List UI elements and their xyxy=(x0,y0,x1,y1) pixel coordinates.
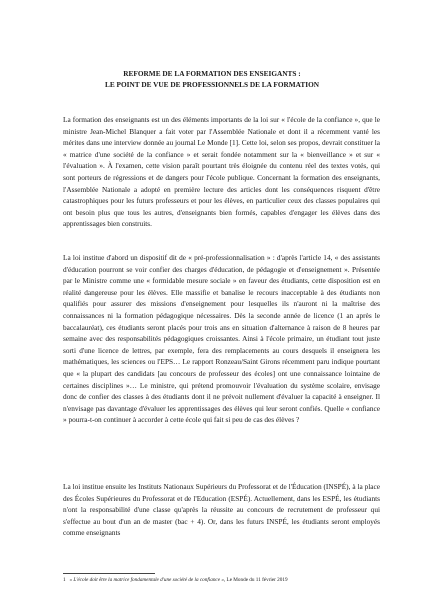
footnote-quote: « L'école doit être la matrice fondamentale d'une société de la confiance » xyxy=(69,577,224,583)
footnote-number: 1 xyxy=(63,577,66,583)
footnote-separator xyxy=(63,573,155,574)
paragraph-3: La loi institue ensuite les Instituts Nationaux Supérieurs du Professorat et de l'Éducation (INSPÉ), à la place des Écoles Supérieures du Professorat et de l'Education (ESPÉ). Actuellement, dans les ESPÉ, les étudiants n'ont la responsabilité d'une classe qu'après la réussite au concours de recrutement de professeur qui s'effectue au bout d'un an de master (bac + 4). Or, dans les futurs INSPÉ, les étudiants seront employés comme enseignants xyxy=(63,482,380,538)
paragraph-2: La loi institue d'abord un dispositif dit de « pré-professionnalisation » : d'après l'article 14, « des assistants d'éducation pourront se voir confier des charges d'éducation, de pédagogie et d'enseignement ». Présentée par le Ministre comme une « formidable mesure sociale » en faveur des étudiants, cette disposition est en réalité dangereuse pour les élèves. Elle massifie et banalise le recours inacceptable à des étudiants non qualifiés pour assurer des missions d'enseignement pour lesquelles ils n'auront ni la maîtrise des connaissances ni la formation pédagogique nécessaires. Dès la seconde année de licence (1 an après le baccalauréat), ces étudiants seront placés pour trois ans en situation d'alternance à raison de 8 heures par semaine avec des responsabilités pédagogiques croissantes. Ainsi à l'école primaire, un étudiant tout juste sorti d'une licence de lettres, par exemple, fera des remplacements au cours desquels il enseignera les mathématiques, les sciences ou l'EPS… Le rapport Ronzeau/Saint Girons récemment paru indique pourtant que « la plupart des candidats [au concours de professeur des écoles] ont une connaissance lointaine de certaines disciplines »… Le ministre, qui prétend promouvoir l'évaluation du système scolaire, envisage donc de confier des classes à des étudiants dont il ne prévoit nullement d'évaluer la capacité à enseigner. Il n'envisage pas davantage d'évaluer les apprentissages des élèves qui leur seront confiés. Quelle « confiance » pourra-t-on continuer à accorder à cette école qui fait si peu de cas des élèves ? xyxy=(63,253,380,425)
footnote xyxy=(63,577,383,584)
title-line-2: LE POINT DE VUE DE PROFESSIONNELS DE LA FORMATION xyxy=(104,80,320,89)
paragraph-1: La formation des enseignants est un des éléments importants de la loi sur « l'école de la confiance », que le ministre Jean-Michel Blanquer a fait voter par l'Assemblée Nationale et dont il a récemment vanté les mérites dans une interview donnée au journal Le Monde [1]. Cette loi, selon ses propos, devrait constituer la « matrice d'une société de la confiance » et serait fondée notamment sur la « bienveillance » et sur « l'évaluation ». À l'examen, cette vision paraît pourtant très éloignée du contenu réel des textes votés, qui sont porteurs de régressions et de dangers pour l'école publique. Concernant la formation des enseignants, l'Assemblée Nationale a adopté en première lecture des articles dont les conséquences risquent d'être catastrophiques pour les futurs professeurs et pour les élèves, en particulier ceux des classes populaires qui ont besoin plus que tous les autres, d'enseignants bien formés, capables d'engager les élèves dans des apprentissages bien construits. xyxy=(63,115,380,229)
title-line-1: REFORME DE LA FORMATION DES ENSEIGANTS : xyxy=(123,69,301,78)
footnote-source: , Le Monde du 11 février 2019 xyxy=(223,577,288,583)
